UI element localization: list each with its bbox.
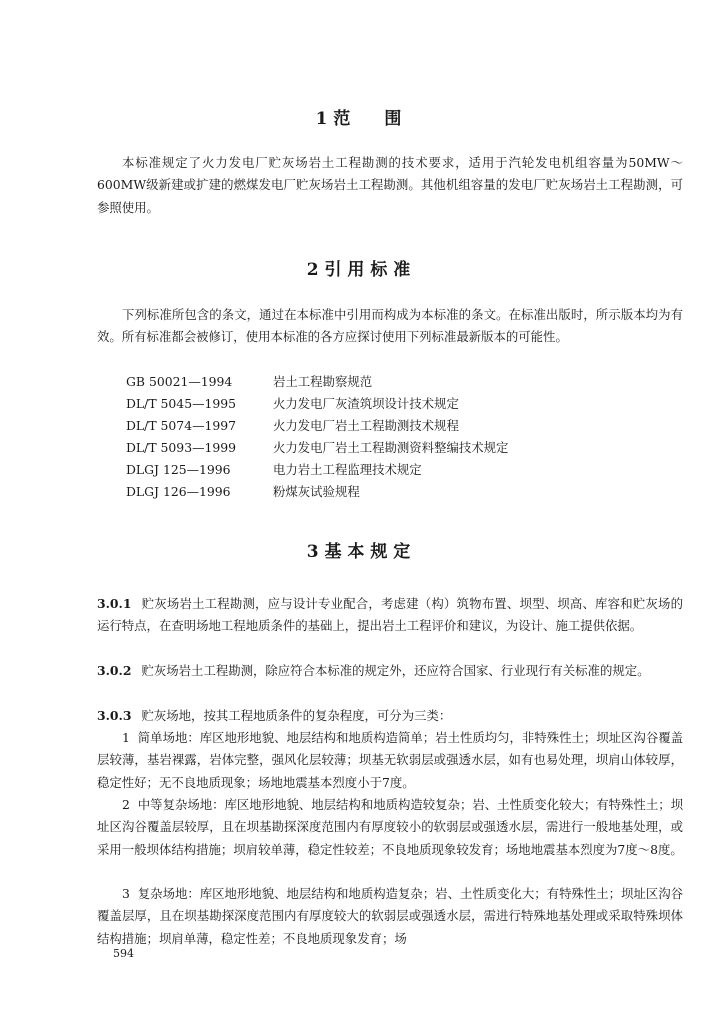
clause-number: 3.0.2 [97,663,132,678]
clause-text: 贮灰场岩土工程勘测，应与设计专业配合，考虑建（构）筑物布置、坝型、坝高、库容和贮灰场的运行特点，在查明场地工程地质条件的基础上，提出岩土工程评价和建议，为设计、施工提供依据。 [97,596,683,634]
section-2-heading: 2 引 用 标 准 [306,260,411,280]
clause-3-0-2 [97,660,683,682]
section-1-text [97,152,683,219]
clause-text: 贮灰场地，按其工程地质条件的复杂程度，可分为三类： [141,708,452,723]
clause-3-0-1 [97,593,683,638]
reference-item [126,371,372,393]
reference-title: 电力岩土工程监理技术规定 [273,462,422,477]
reference-code: GB 50021—1994 [126,374,233,389]
clause-text: 贮灰场岩土工程勘测，除应符合本标准的规定外，还应符合国家、行业现行有关标准的规定。 [141,663,650,678]
clause-number: 3.0.3 [97,708,132,723]
reference-code: DLGJ 125—1996 [126,462,231,477]
reference-item [126,481,360,503]
site-class-1 [97,727,683,794]
page-number: 594 [113,947,134,960]
reference-item [126,415,459,437]
reference-item [126,393,459,415]
site-class-3 [97,883,683,950]
item-number: 1 [122,730,130,745]
reference-code: DL/T 5093—1999 [126,440,236,455]
reference-code: DL/T 5074—1997 [126,418,236,433]
clause-number: 3.0.1 [97,596,132,611]
section-3-heading: 3 基 本 规 定 [306,542,411,562]
clause-3-0-3 [97,705,683,727]
reference-title: 火力发电厂岩土工程勘测资料整编技术规定 [273,440,509,455]
item-text: 复杂场地：库区地形地貌、地层结构和地质构造复杂；岩、土性质变化大；有特殊性土；坝址区沟谷覆盖层厚，且在坝基勘探深度范围内有厚度较大的软弱层或强透水层，需进行特殊地基处理或采取特殊坝体结构措施；坝肩单薄，稳定性差；不良地质现象发育；场 [97,886,683,946]
site-class-2 [97,794,683,861]
reference-item [126,459,422,481]
reference-code: DL/T 5045—1995 [126,396,236,411]
reference-title: 火力发电厂岩土工程勘测技术规程 [273,418,459,433]
reference-title: 火力发电厂灰渣筑坝设计技术规定 [273,396,459,411]
reference-title: 岩土工程勘察规范 [273,374,373,389]
section-1-text-content: 本标准规定了火力发电厂贮灰场岩土工程勘测的技术要求，适用于汽轮发电机组容量为50MW～600MW级新建或扩建的燃煤发电厂贮灰场岩土工程勘测。其他机组容量的发电厂贮灰场岩土工程勘测，可参照使用。 [97,155,683,215]
item-number: 3 [122,886,130,901]
item-number: 2 [122,797,130,812]
section-1-heading: 1 范 围 [315,109,402,129]
section-2-intro [97,304,683,349]
section-2-intro-content: 下列标准所包含的条文，通过在本标准中引用而构成为本标准的条文。在标准出版时，所示版本均为有效。所有标准都会被修订，使用本标准的各方应探讨使用下列标准最新版本的可能性。 [97,307,683,345]
reference-title: 粉煤灰试验规程 [273,484,360,499]
reference-item [126,437,508,459]
item-text: 简单场地：库区地形地貌、地层结构和地质构造简单；岩土性质均匀，非特殊性土；坝址区沟谷覆盖层较薄，基岩裸露，岩体完整，强风化层较薄；坝基无软弱层或强透水层，如有也易处理，坝肩山体较厚，稳定性好；无不良地质现象；场地地震基本烈度小于7度。 [97,730,683,790]
item-text: 中等复杂场地：库区地形地貌、地层结构和地质构造较复杂；岩、土性质变化较大；有特殊性土；坝址区沟谷覆盖层较厚，且在坝基勘探深度范围内有厚度较小的软弱层或强透水层，需进行一般地基处理，或采用一般坝体结构措施；坝肩较单薄，稳定性较差；不良地质现象较发育；场地地震基本烈度为7度～8度。 [97,797,683,857]
reference-code: DLGJ 126—1996 [126,484,231,499]
